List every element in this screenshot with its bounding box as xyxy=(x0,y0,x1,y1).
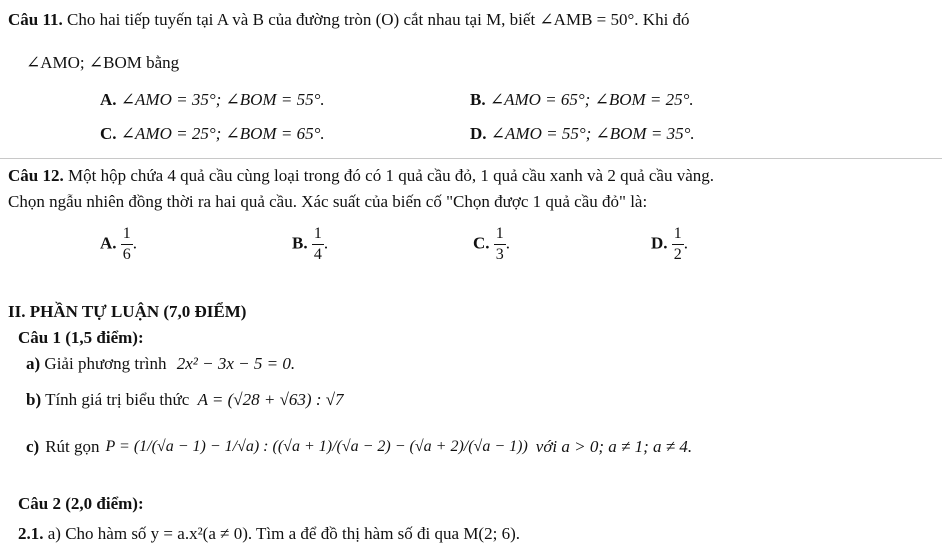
expression: P = (1/(√a − 1) − 1/√a) : ((√a + 1)/(√a − 2) − (√a + 2)/(√a − 1)) xyxy=(105,438,528,455)
fraction: $\frac{1}{3}$ xyxy=(495,225,504,263)
q11-line2: ∠AMO; ∠BOM bằng xyxy=(26,53,180,72)
item-text: Rút gọn xyxy=(45,437,100,456)
fraction: $\frac{1}{2}$ xyxy=(673,225,682,263)
q11-line1 xyxy=(8,10,690,30)
q12-option-c[interactable]: C. $\frac{1}{3}$ . xyxy=(473,225,511,263)
option-label: D. xyxy=(651,233,668,253)
c2-head: Câu 2 (2,0 điểm): xyxy=(18,494,144,513)
q11-option-b[interactable] xyxy=(470,90,694,110)
section-title: II. PHẦN TỰ LUẬN (7,0 ĐIỂM) xyxy=(8,302,247,321)
option-text: ∠AMO = 25°; ∠BOM = 65°. xyxy=(120,124,325,143)
item-text: Giải phương trình xyxy=(44,354,167,373)
q11-option-a[interactable] xyxy=(100,90,325,110)
q12-option-d[interactable]: D. $\frac{1}{2}$ . xyxy=(651,225,689,263)
option-text: ∠AMO = 35°; ∠BOM = 55°. xyxy=(120,90,325,109)
q12-head: Câu 12. xyxy=(8,166,64,185)
option-label: A. xyxy=(100,233,117,253)
item-text: a) Cho hàm số y = a.x²(a ≠ 0). Tìm a để đồ thị hàm số đi qua M(2; 6). xyxy=(47,524,520,543)
item-label: a) xyxy=(26,354,41,373)
q11-head: Câu 11. xyxy=(8,10,63,29)
item-label: c) xyxy=(26,437,40,456)
q11-option-d[interactable] xyxy=(470,124,695,144)
c1-item-b xyxy=(26,390,344,410)
option-label: A. xyxy=(100,90,117,109)
c2-item xyxy=(18,524,520,544)
q12-line1 xyxy=(8,166,714,186)
option-label: B. xyxy=(470,90,486,109)
q11-option-c[interactable] xyxy=(100,124,325,144)
c1-head: Câu 1 (1,5 điểm): xyxy=(18,328,144,347)
c1-item-a xyxy=(26,354,295,374)
q12-text: Một hộp chứa 4 quả cầu cùng loại trong đó có 1 quả cầu đỏ, 1 quả cầu xanh và 2 quả cầu vàng. xyxy=(67,166,715,185)
fraction: $\frac{1}{4}$ xyxy=(313,225,322,263)
option-label: C. xyxy=(100,124,117,143)
fraction: $\frac{1}{6}$ xyxy=(122,225,131,263)
equation: 2x² − 3x − 5 = 0. xyxy=(176,354,296,373)
q11-text: Cho hai tiếp tuyến tại A và B của đường tròn (O) cắt nhau tại M, biết ∠AMB = 50°. Khi đó xyxy=(67,10,690,29)
q12-option-b[interactable]: B. $\frac{1}{4}$ . xyxy=(292,225,329,263)
option-label: B. xyxy=(292,233,308,253)
condition: với a > 0; a ≠ 1; a ≠ 4. xyxy=(535,437,693,456)
option-label: C. xyxy=(473,233,490,253)
option-label: D. xyxy=(470,124,487,143)
item-text: Tính giá trị biểu thức xyxy=(45,390,190,409)
item-label: b) xyxy=(26,390,42,409)
q12-line2: Chọn ngẫu nhiên đồng thời ra hai quả cầu. Xác suất của biến cố "Chọn được 1 quả cầu đỏ" là: xyxy=(8,192,648,211)
option-text: ∠AMO = 55°; ∠BOM = 35°. xyxy=(490,124,695,143)
expression: A = (√28 + √63) : √7 xyxy=(197,390,344,409)
q12-option-a[interactable]: A. $\frac{1}{6}$ . xyxy=(100,225,138,263)
section-divider xyxy=(0,158,942,159)
option-text: ∠AMO = 65°; ∠BOM = 25°. xyxy=(489,90,694,109)
c1-item-c xyxy=(26,424,692,470)
item-label: 2.1. xyxy=(18,524,44,543)
